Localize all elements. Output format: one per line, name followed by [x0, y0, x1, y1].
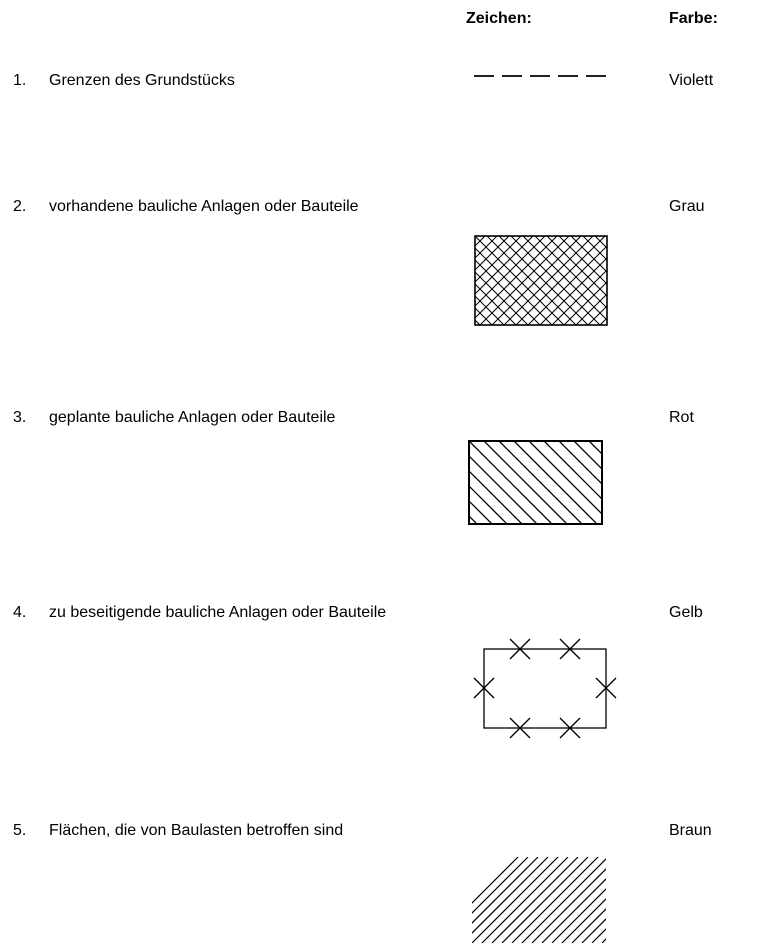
- crossed-outline-rectangle-symbol: [472, 636, 620, 742]
- row-3-color: Rot: [669, 409, 694, 426]
- row-2-text: vorhandene bauliche Anlagen oder Bauteile: [49, 198, 359, 215]
- color-column-header: Farbe:: [669, 10, 718, 27]
- row-4-number: 4.: [13, 604, 27, 621]
- row-2-number: 2.: [13, 198, 27, 215]
- row-1-text: Grenzen des Grundstücks: [49, 72, 235, 89]
- row-5-color: Braun: [669, 822, 712, 839]
- row-2-color: Grau: [669, 198, 705, 215]
- row-3-number: 3.: [13, 409, 27, 426]
- row-4-text: zu beseitigende bauliche Anlagen oder Bauteile: [49, 604, 387, 621]
- row-5-text: Flächen, die von Baulasten betroffen sind: [49, 822, 344, 839]
- hatched-area-symbol: [472, 857, 606, 943]
- dashed-boundary-symbol: [472, 70, 612, 84]
- row-4-color: Gelb: [669, 604, 703, 621]
- row-1-color: Violett: [669, 72, 714, 89]
- row-1-number: 1.: [13, 72, 27, 89]
- row-3-text: geplante bauliche Anlagen oder Bauteile: [49, 409, 336, 426]
- row-5-number: 5.: [13, 822, 27, 839]
- symbol-column-header: Zeichen:: [466, 10, 532, 27]
- diagonal-hatched-rectangle-symbol: [468, 440, 603, 525]
- cross-hatched-rectangle-symbol: [474, 235, 608, 326]
